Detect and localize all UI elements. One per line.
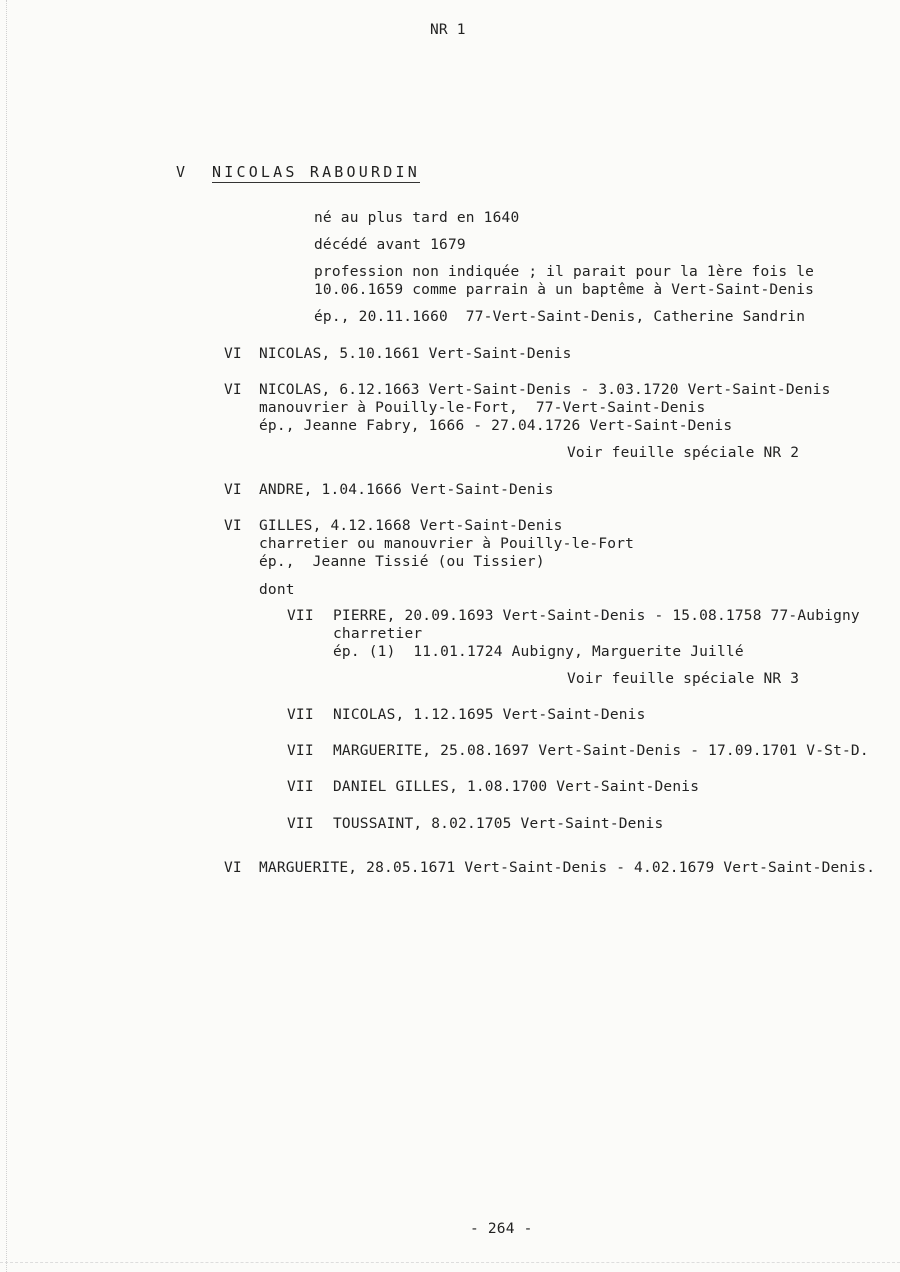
child-detail: charretier ou manouvrier à Pouilly-le-Fort (259, 536, 635, 552)
profession-line-1: profession non indiquée ; il parait pour la 1ère fois le (314, 264, 815, 280)
child-entry: GILLES, 4.12.1668 Vert-Saint-Denis (259, 518, 563, 534)
grandchild-entry: NICOLAS, 1.12.1695 Vert-Saint-Denis (333, 707, 646, 723)
grandchild-generation: VII (287, 779, 314, 795)
see-reference: Voir feuille spéciale NR 3 (567, 671, 800, 687)
child-entry: NICOLAS, 6.12.1663 Vert-Saint-Denis - 3.03.1720 Vert-Saint-Denis (259, 382, 831, 398)
child-generation: VI (224, 860, 242, 876)
title-generation: V (176, 163, 186, 181)
grandchild-entry: PIERRE, 20.09.1693 Vert-Saint-Denis - 15.08.1758 77-Aubigny (333, 608, 860, 624)
marriage-line: ép., 20.11.1660 77-Vert-Saint-Denis, Catherine Sandrin (314, 309, 806, 325)
dont-label: dont (259, 582, 295, 598)
child-detail: ép., Jeanne Fabry, 1666 - 27.04.1726 Vert-Saint-Denis (259, 418, 733, 434)
grandchild-generation: VII (287, 816, 314, 832)
page-reference: NR 1 (430, 22, 466, 38)
child-generation: VI (224, 382, 242, 398)
grandchild-entry: TOUSSAINT, 8.02.1705 Vert-Saint-Denis (333, 816, 664, 832)
grandchild-entry: DANIEL GILLES, 1.08.1700 Vert-Saint-Denis (333, 779, 700, 795)
page-number: - 264 - (470, 1221, 533, 1237)
grandchild-entry: MARGUERITE, 25.08.1697 Vert-Saint-Denis - 17.09.1701 V-St-D. (333, 743, 869, 759)
birth-line: né au plus tard en 1640 (314, 210, 520, 226)
see-reference: Voir feuille spéciale NR 2 (567, 445, 800, 461)
child-generation: VI (224, 346, 242, 362)
person-title: NICOLAS RABOURDIN (212, 163, 420, 181)
grandchild-detail: ép. (1) 11.01.1724 Aubigny, Marguerite Juillé (333, 644, 744, 660)
child-entry: MARGUERITE, 28.05.1671 Vert-Saint-Denis - 4.02.1679 Vert-Saint-Denis. (259, 860, 876, 876)
profession-line-2: 10.06.1659 comme parrain à un baptême à Vert-Saint-Denis (314, 282, 815, 298)
child-entry: NICOLAS, 5.10.1661 Vert-Saint-Denis (259, 346, 572, 362)
grandchild-generation: VII (287, 743, 314, 759)
grandchild-generation: VII (287, 608, 314, 624)
left-margin-edge (6, 0, 9, 1272)
child-generation: VI (224, 482, 242, 498)
child-detail: ép., Jeanne Tissié (ou Tissier) (259, 554, 545, 570)
grandchild-detail: charretier (333, 626, 423, 642)
child-entry: ANDRE, 1.04.1666 Vert-Saint-Denis (259, 482, 554, 498)
child-detail: manouvrier à Pouilly-le-Fort, 77-Vert-Saint-Denis (259, 400, 706, 416)
grandchild-generation: VII (287, 707, 314, 723)
death-line: décédé avant 1679 (314, 237, 466, 253)
child-generation: VI (224, 518, 242, 534)
footer-rule (0, 1262, 900, 1263)
